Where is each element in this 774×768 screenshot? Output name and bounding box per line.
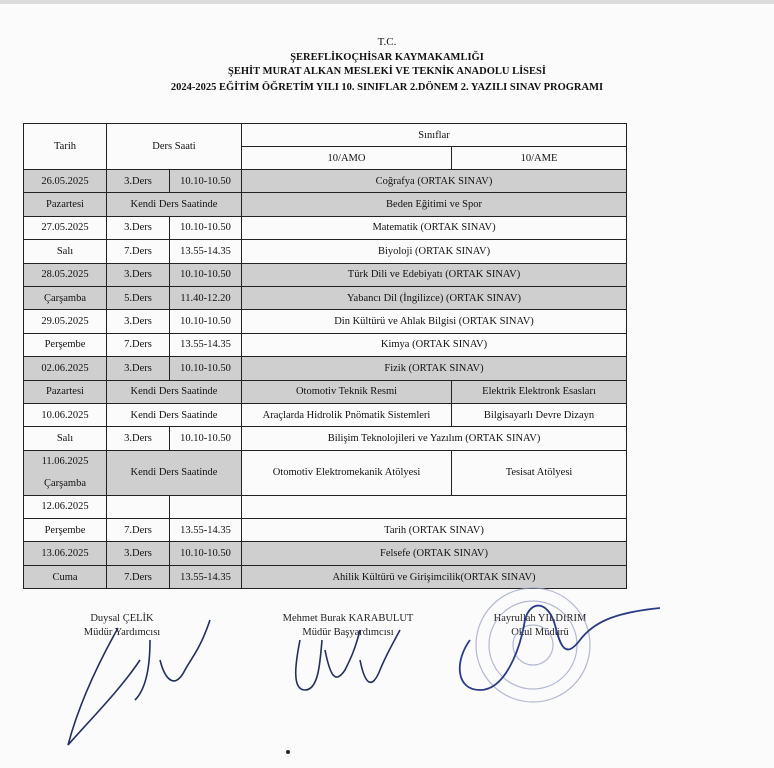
signer-title: Müdür Yardımcısı xyxy=(83,627,161,638)
period-cell: 3.Ders xyxy=(107,357,170,380)
table-row xyxy=(24,263,627,286)
day-cell: Perşembe xyxy=(24,333,107,356)
signature-block-2 xyxy=(258,612,438,640)
period-cell: 5.Ders xyxy=(107,286,170,309)
time-cell: 13.55-14.35 xyxy=(170,565,242,588)
table-row xyxy=(24,403,627,426)
day-cell: Salı xyxy=(24,427,107,450)
time-cell: 13.55-14.35 xyxy=(170,333,242,356)
table-row xyxy=(24,286,627,309)
table-header-row xyxy=(24,124,627,147)
time-cell: 10.10-10.50 xyxy=(170,357,242,380)
ink-dot xyxy=(286,750,290,754)
subject-cell-amo: Otomotiv Elektromekanik Atölyesi xyxy=(242,450,452,495)
period-cell: 7.Ders xyxy=(107,240,170,263)
date-cell: 28.05.2025 xyxy=(24,263,107,286)
table-row xyxy=(24,216,627,239)
period-cell: 3.Ders xyxy=(107,170,170,193)
table-row xyxy=(24,333,627,356)
day-cell: Cuma xyxy=(24,565,107,588)
subject-cell: Tarih (ORTAK SINAV) xyxy=(242,519,627,542)
subject-cell: Ahilik Kültürü ve Girişimcilik(ORTAK SINAV) xyxy=(242,565,627,588)
table-row xyxy=(24,519,627,542)
date-cell: 29.05.2025 xyxy=(24,310,107,333)
header-line-2: ŞEREFLİKOÇHİSAR KAYMAKAMLIĞI xyxy=(290,52,484,63)
time-cell: 13.55-14.35 xyxy=(170,240,242,263)
period-cell: 7.Ders xyxy=(107,333,170,356)
table-row xyxy=(24,427,627,450)
subject-cell-ame: Tesisat Atölyesi xyxy=(452,450,627,495)
subject-cell xyxy=(242,495,627,518)
table-row xyxy=(24,193,627,216)
header-class-a: 10/AMO xyxy=(242,147,452,170)
subject-cell: Kimya (ORTAK SINAV) xyxy=(242,333,627,356)
table-row xyxy=(24,380,627,403)
signer-title: Müdür Başyardımcısı xyxy=(302,627,394,638)
official-seal xyxy=(476,588,590,702)
date-day-cell xyxy=(24,450,107,495)
subject-cell: Biyoloji (ORTAK SINAV) xyxy=(242,240,627,263)
subject-cell: Yabancı Dil (İngilizce) (ORTAK SINAV) xyxy=(242,286,627,309)
signature-block-3 xyxy=(470,612,610,640)
header-period: Ders Saati xyxy=(107,124,242,170)
subject-cell: Coğrafya (ORTAK SINAV) xyxy=(242,170,627,193)
day-cell: Salı xyxy=(24,240,107,263)
table-row xyxy=(24,542,627,565)
time-cell: 10.10-10.50 xyxy=(170,170,242,193)
table-row xyxy=(24,450,627,495)
day-cell: Pazartesi xyxy=(24,380,107,403)
subject-cell: Beden Eğitimi ve Spor xyxy=(242,193,627,216)
period-cell: Kendi Ders Saatinde xyxy=(107,193,242,216)
signer-name: Duysal ÇELİK xyxy=(90,613,154,624)
day-cell: Perşembe xyxy=(24,519,107,542)
day-text: Çarşamba xyxy=(44,477,86,489)
period-cell: 7.Ders xyxy=(107,565,170,588)
date-cell: 26.05.2025 xyxy=(24,170,107,193)
period-cell: 3.Ders xyxy=(107,427,170,450)
subject-cell: Türk Dili ve Edebiyatı (ORTAK SINAV) xyxy=(242,263,627,286)
subject-cell-ame: Bilgisayarlı Devre Dizayn xyxy=(452,403,627,426)
time-cell: 11.40-12.20 xyxy=(170,286,242,309)
time-cell: 10.10-10.50 xyxy=(170,263,242,286)
time-cell: 10.10-10.50 xyxy=(170,542,242,565)
table-row xyxy=(24,310,627,333)
time-cell: 13.55-14.35 xyxy=(170,519,242,542)
time-cell xyxy=(170,495,242,518)
header-date: Tarih xyxy=(24,124,107,170)
signature-block-1 xyxy=(62,612,182,640)
date-cell: 13.06.2025 xyxy=(24,542,107,565)
document-title: 2024-2025 EĞİTİM ÖĞRETİM YILI 10. SINIFLAR 2.DÖNEM 2. YAZILI SINAV PROGRAMI xyxy=(170,82,604,93)
period-cell xyxy=(107,495,170,518)
header-class-b: 10/AME xyxy=(452,147,627,170)
table-row xyxy=(24,565,627,588)
date-cell: 10.06.2025 xyxy=(24,403,107,426)
subject-cell: Bilişim Teknolojileri ve Yazılım (ORTAK SINAV) xyxy=(242,427,627,450)
subject-cell-amo: Araçlarda Hidrolik Pnömatik Sistemleri xyxy=(242,403,452,426)
subject-cell-ame: Elektrik Elektronk Esasları xyxy=(452,380,627,403)
table-row xyxy=(24,240,627,263)
top-edge xyxy=(0,0,774,4)
header-line-1: T.C. xyxy=(377,36,397,48)
period-cell: 3.Ders xyxy=(107,216,170,239)
period-cell: 3.Ders xyxy=(107,310,170,333)
table-row xyxy=(24,495,627,518)
date-cell: 27.05.2025 xyxy=(24,216,107,239)
header-line-3: ŞEHİT MURAT ALKAN MESLEKİ VE TEKNİK ANADOLU LİSESİ xyxy=(228,66,546,77)
period-cell: Kendi Ders Saatinde xyxy=(107,450,242,495)
date-cell: 12.06.2025 xyxy=(24,495,107,518)
subject-cell: Fizik (ORTAK SINAV) xyxy=(242,357,627,380)
period-cell: Kendi Ders Saatinde xyxy=(107,380,242,403)
exam-schedule-table xyxy=(23,123,627,589)
date-cell: 02.06.2025 xyxy=(24,357,107,380)
subject-cell: Matematik (ORTAK SINAV) xyxy=(242,216,627,239)
signer-name: Hayrullah YILDIRIM xyxy=(493,613,587,624)
signer-title: Okul Müdürü xyxy=(511,627,569,638)
time-cell: 10.10-10.50 xyxy=(170,427,242,450)
table-row xyxy=(24,357,627,380)
subject-cell-amo: Otomotiv Teknik Resmi xyxy=(242,380,452,403)
header-classes: Sınıflar xyxy=(242,124,627,147)
signer-name: Mehmet Burak KARABULUT xyxy=(282,613,414,624)
date-text: 11.06.2025 xyxy=(41,455,89,467)
period-cell: 3.Ders xyxy=(107,542,170,565)
period-cell: 7.Ders xyxy=(107,519,170,542)
time-cell: 10.10-10.50 xyxy=(170,310,242,333)
day-cell: Çarşamba xyxy=(24,286,107,309)
day-cell: Pazartesi xyxy=(24,193,107,216)
subject-cell: Din Kültürü ve Ahlak Bilgisi (ORTAK SINAV) xyxy=(242,310,627,333)
table-row xyxy=(24,170,627,193)
subject-cell: Felsefe (ORTAK SINAV) xyxy=(242,542,627,565)
period-cell: Kendi Ders Saatinde xyxy=(107,403,242,426)
time-cell: 10.10-10.50 xyxy=(170,216,242,239)
period-cell: 3.Ders xyxy=(107,263,170,286)
